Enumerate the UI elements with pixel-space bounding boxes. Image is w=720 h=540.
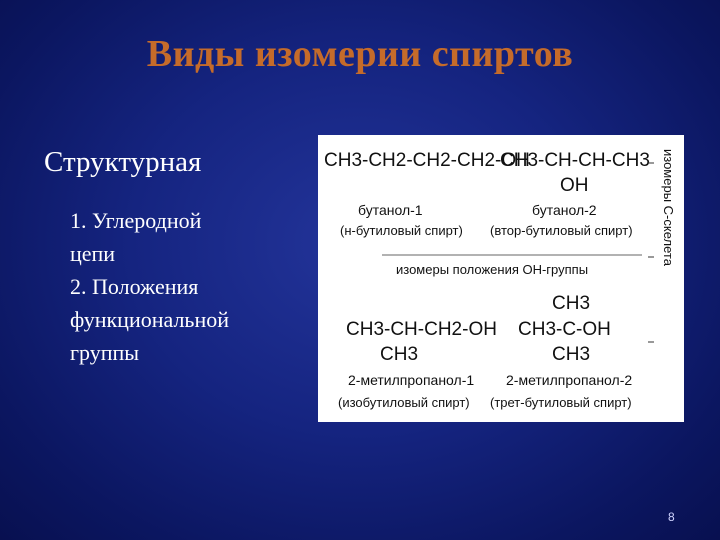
butanol-2-trivial: (втор-бутиловый спирт): [490, 223, 633, 238]
tert-butanol-trivial: (трет-бутиловый спирт): [490, 395, 632, 410]
page-number: 8: [668, 510, 675, 524]
isomerism-list: [70, 204, 310, 369]
isobutanol-name: 2-метилпропанол-1: [348, 372, 475, 388]
list-line: 2. Положения: [70, 274, 199, 299]
list-line: группы: [70, 340, 140, 365]
skeleton-isomers-label: изомеры С-скелета: [661, 149, 676, 266]
list-line: функциональной: [70, 307, 230, 332]
butanol-2-oh: OH: [560, 175, 589, 196]
butanol-1-name: бутанол-1: [358, 202, 423, 218]
butanol-1-formula: CH3-CH2-CH2-CH2-OH: [324, 150, 530, 171]
butanol-2-name: бутанол-2: [532, 202, 597, 218]
isomers-diagram: [318, 135, 684, 422]
isobutanol-trivial: (изобутиловый спирт): [338, 395, 470, 410]
isobutanol-formula: CH3-CH-CH2-OH: [346, 319, 497, 340]
isomers-figure: [318, 135, 684, 422]
list-line: цепи: [70, 241, 116, 266]
slide-title: Виды изомерии спиртов: [146, 33, 574, 75]
isobutanol-ch3: CH3: [380, 344, 419, 365]
list-line: 1. Углеродной: [70, 208, 202, 233]
tert-butanol-name: 2-метилпропанол-2: [506, 372, 633, 388]
butanol-2-formula: CH3-CH-CH-CH3: [500, 150, 650, 171]
tert-butanol-ch3-top: CH3: [552, 293, 591, 314]
butanol-1-trivial: (н-бутиловый спирт): [340, 223, 463, 238]
tert-butanol-formula: CH3-C-OH: [518, 319, 611, 340]
slide-subtitle: Структурная: [44, 146, 202, 178]
tert-butanol-ch3-bottom: CH3: [552, 344, 591, 365]
position-isomers-label: изомеры положения ОН-группы: [396, 262, 589, 277]
